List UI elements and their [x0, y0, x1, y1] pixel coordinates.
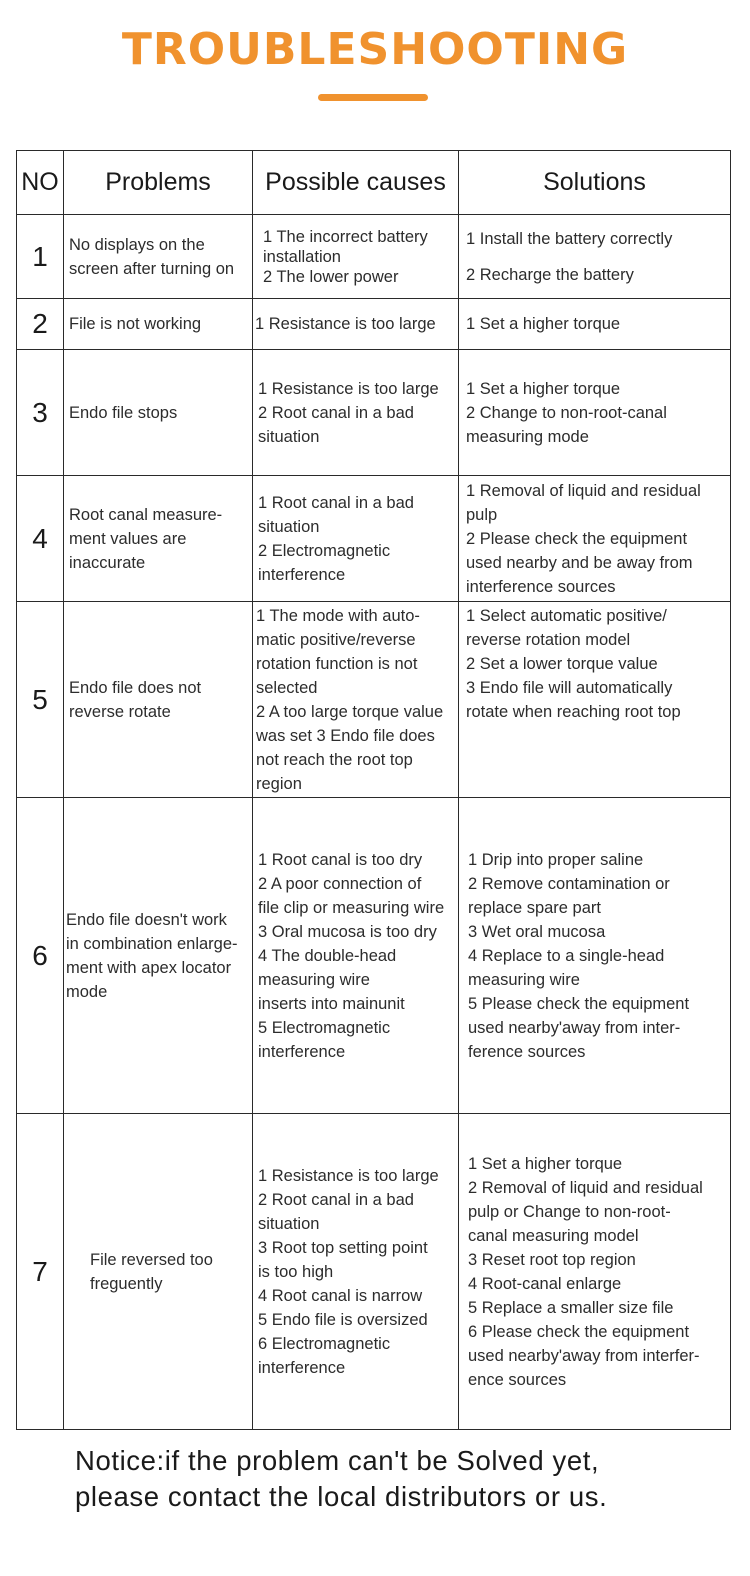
table-row — [17, 476, 731, 602]
table-row — [17, 215, 731, 299]
header-problems: Problems — [64, 151, 253, 215]
row-number: 4 — [17, 476, 64, 602]
solutions-cell: 1 Install the battery correctly 2 Recharge the battery — [459, 215, 731, 299]
header-no: NO — [17, 151, 64, 215]
problem-cell: Endo file stops — [64, 350, 253, 476]
causes-cell: 1 Resistance is too large 2 Root canal in a bad situation 3 Root top setting point is too high 4 Root canal is narrow 5 Endo file is oversized 6 Electromagnetic interference — [253, 1114, 459, 1430]
row-number: 7 — [17, 1114, 64, 1430]
table-header-row — [17, 151, 731, 215]
table-row — [17, 1114, 731, 1430]
title-underline — [318, 94, 428, 101]
solutions-cell: 1 Set a higher torque — [459, 299, 731, 350]
problem-cell: File is not working — [64, 299, 253, 350]
header-solutions: Solutions — [459, 151, 731, 215]
troubleshooting-table — [16, 150, 731, 1430]
row-number: 5 — [17, 602, 64, 798]
page-title: TROUBLESHOOTING — [121, 24, 629, 75]
causes-cell: 1 The mode with auto- matic positive/reverse rotation function is not selected 2 A too large torque value was set 3 Endo file does not reach the root top region — [253, 602, 459, 798]
solutions-cell: 1 Set a higher torque 2 Removal of liquid and residual pulp or Change to non-root- canal measuring model 3 Reset root top region 4 Root-canal enlarge 5 Replace a smaller size file 6 Please check the equipment used nearby'away from interfer- ence sources — [459, 1114, 731, 1430]
problem-cell: No displays on the screen after turning on — [64, 215, 253, 299]
row-number: 6 — [17, 798, 64, 1114]
causes-cell: 1 The incorrect battery installation 2 The lower power — [253, 215, 459, 299]
solutions-cell: 1 Select automatic positive/ reverse rotation model 2 Set a lower torque value 3 Endo file will automatically rotate when reaching root top — [459, 602, 731, 798]
problem-cell: File reversed too freguently — [64, 1114, 253, 1430]
table-row — [17, 350, 731, 476]
table-row — [17, 299, 731, 350]
problem-cell: Endo file doesn't work in combination enlarge- ment with apex locator mode — [64, 798, 253, 1114]
row-number: 1 — [17, 215, 64, 299]
table-row — [17, 798, 731, 1114]
causes-cell: 1 Resistance is too large — [253, 299, 459, 350]
table-row — [17, 602, 731, 798]
solutions-cell: 1 Drip into proper saline 2 Remove contamination or replace spare part 3 Wet oral mucosa 4 Replace to a single-head measuring wire 5 Please check the equipment used nearby'away from inter- ference sources — [459, 798, 731, 1114]
row-number: 2 — [17, 299, 64, 350]
header-possible-causes: Possible causes — [253, 151, 459, 215]
problem-cell: Root canal measure- ment values are inaccurate — [64, 476, 253, 602]
row-number: 3 — [17, 350, 64, 476]
causes-cell: 1 Resistance is too large 2 Root canal in a bad situation — [253, 350, 459, 476]
notice-text: Notice:if the problem can't be Solved yet, please contact the local distributors or us. — [75, 1445, 608, 1512]
solutions-cell: 1 Removal of liquid and residual pulp 2 Please check the equipment used nearby and be away from interference sources — [459, 476, 731, 602]
causes-cell: 1 Root canal is too dry 2 A poor connection of file clip or measuring wire 3 Oral mucosa is too dry 4 The double-head measuring wire inserts into mainunit 5 Electromagnetic interference — [253, 798, 459, 1114]
problem-cell: Endo file does not reverse rotate — [64, 602, 253, 798]
solutions-cell: 1 Set a higher torque 2 Change to non-root-canal measuring mode — [459, 350, 731, 476]
causes-cell: 1 Root canal in a bad situation 2 Electromagnetic interference — [253, 476, 459, 602]
